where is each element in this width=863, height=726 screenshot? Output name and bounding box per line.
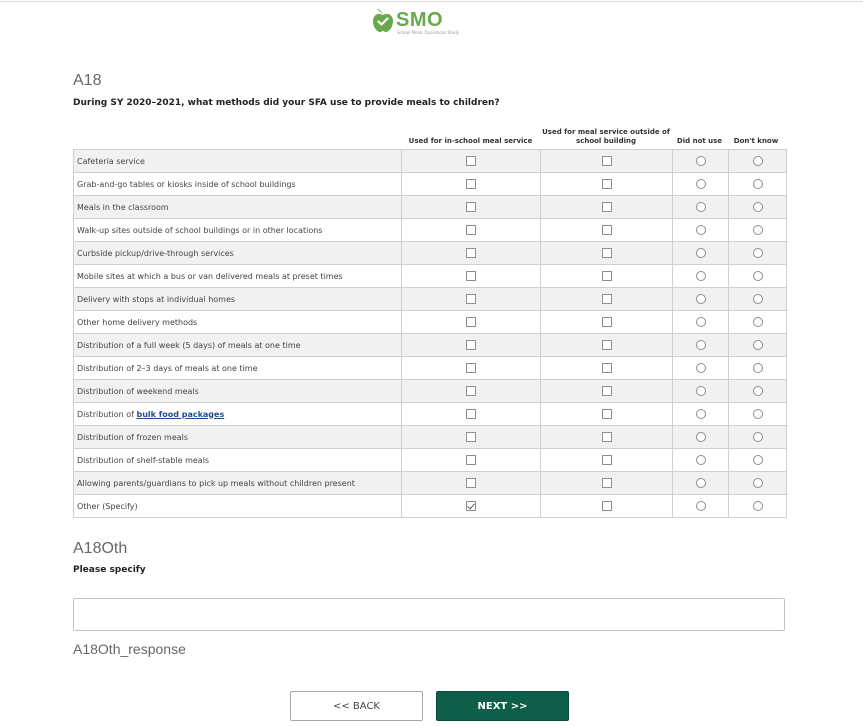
did-not-use-radio-cell: [673, 449, 729, 472]
table-row: [74, 288, 787, 311]
outside-checkbox-cell: [541, 288, 673, 311]
in-school-checkbox-cell: [402, 403, 541, 426]
outside-checkbox[interactable]: [602, 156, 612, 166]
in-school-checkbox-cell: [402, 311, 541, 334]
did-not-use-radio[interactable]: [696, 271, 706, 281]
dont-know-radio-cell: [729, 173, 787, 196]
in-school-checkbox-cell: [402, 173, 541, 196]
top-divider: [0, 1, 863, 2]
apple-icon: [372, 8, 394, 34]
specify-response-label: A18Oth_response: [73, 641, 186, 657]
table-row: [74, 265, 787, 288]
table-row: [74, 150, 787, 173]
outside-checkbox-cell: [541, 219, 673, 242]
did-not-use-radio[interactable]: [696, 156, 706, 166]
dont-know-radio-cell: [729, 403, 787, 426]
table-row: [74, 196, 787, 219]
outside-checkbox-cell: [541, 173, 673, 196]
in-school-checkbox[interactable]: [466, 340, 476, 350]
did-not-use-radio[interactable]: [696, 317, 706, 327]
table-row: [74, 403, 787, 426]
did-not-use-radio-cell: [673, 357, 729, 380]
table-row: [74, 495, 787, 518]
dont-know-radio[interactable]: [753, 271, 763, 281]
in-school-checkbox[interactable]: [466, 501, 476, 511]
in-school-checkbox-cell: [402, 288, 541, 311]
methods-grid: [73, 149, 787, 518]
did-not-use-radio[interactable]: [696, 363, 706, 373]
in-school-checkbox[interactable]: [466, 156, 476, 166]
dont-know-radio[interactable]: [753, 248, 763, 258]
did-not-use-radio-cell: [673, 380, 729, 403]
row-label: Delivery with stops at individual homes: [74, 288, 402, 311]
outside-checkbox-cell: [541, 357, 673, 380]
table-row: [74, 472, 787, 495]
did-not-use-radio-cell: [673, 288, 729, 311]
dont-know-radio-cell: [729, 357, 787, 380]
in-school-checkbox[interactable]: [466, 386, 476, 396]
outside-checkbox[interactable]: [602, 317, 612, 327]
in-school-checkbox[interactable]: [466, 478, 476, 488]
specify-question-text: Please specify: [73, 565, 146, 575]
dont-know-radio-cell: [729, 495, 787, 518]
outside-checkbox-cell: [541, 380, 673, 403]
row-label: [74, 403, 402, 426]
did-not-use-radio-cell: [673, 219, 729, 242]
in-school-checkbox[interactable]: [466, 271, 476, 281]
in-school-checkbox-cell: [402, 334, 541, 357]
in-school-checkbox[interactable]: [466, 317, 476, 327]
dont-know-radio[interactable]: [753, 179, 763, 189]
in-school-checkbox[interactable]: [466, 455, 476, 465]
in-school-checkbox[interactable]: [466, 225, 476, 235]
row-label: Mobile sites at which a bus or van delivered meals at preset times: [74, 265, 402, 288]
smo-logo: [372, 8, 472, 38]
outside-checkbox-cell: [541, 265, 673, 288]
table-row: [74, 449, 787, 472]
question-id: A18: [73, 72, 102, 89]
outside-checkbox[interactable]: [602, 409, 612, 419]
row-label: Distribution of a full week (5 days) of meals at one time: [74, 334, 402, 357]
logo-text: SMO: [396, 9, 444, 31]
table-row: [74, 334, 787, 357]
outside-checkbox[interactable]: [602, 202, 612, 212]
outside-checkbox[interactable]: [602, 225, 612, 235]
in-school-checkbox[interactable]: [466, 432, 476, 442]
dont-know-radio[interactable]: [753, 501, 763, 511]
question-text: During SY 2020–2021, what methods did your SFA use to provide meals to children?: [73, 98, 500, 108]
back-button[interactable]: << BACK: [290, 691, 423, 721]
did-not-use-radio[interactable]: [696, 386, 706, 396]
row-label: Allowing parents/guardians to pick up meals without children present: [74, 472, 402, 495]
did-not-use-radio[interactable]: [696, 248, 706, 258]
outside-checkbox[interactable]: [602, 386, 612, 396]
outside-checkbox-cell: [541, 403, 673, 426]
row-label: Other (Specify): [74, 495, 402, 518]
did-not-use-radio[interactable]: [696, 340, 706, 350]
in-school-checkbox-cell: [402, 196, 541, 219]
column-header-in-school: Used for in-school meal service: [408, 137, 533, 145]
column-header-dont-know: Don't know: [733, 137, 779, 145]
did-not-use-radio-cell: [673, 265, 729, 288]
dont-know-radio-cell: [729, 150, 787, 173]
outside-checkbox[interactable]: [602, 179, 612, 189]
did-not-use-radio-cell: [673, 196, 729, 219]
table-row: [74, 380, 787, 403]
dont-know-radio[interactable]: [753, 455, 763, 465]
glossary-link[interactable]: bulk food packages: [136, 409, 225, 419]
outside-checkbox[interactable]: [602, 340, 612, 350]
column-header-did-not-use: Did not use: [676, 137, 723, 145]
logo-subtitle: School Meals Operations Study: [397, 30, 460, 35]
dont-know-radio[interactable]: [753, 363, 763, 373]
table-row: [74, 311, 787, 334]
did-not-use-radio[interactable]: [696, 501, 706, 511]
dont-know-radio-cell: [729, 449, 787, 472]
dont-know-radio[interactable]: [753, 432, 763, 442]
dont-know-radio-cell: [729, 196, 787, 219]
in-school-checkbox[interactable]: [466, 409, 476, 419]
outside-checkbox[interactable]: [602, 271, 612, 281]
outside-checkbox-cell: [541, 334, 673, 357]
in-school-checkbox-cell: [402, 219, 541, 242]
outside-checkbox[interactable]: [602, 478, 612, 488]
dont-know-radio[interactable]: [753, 202, 763, 212]
dont-know-radio[interactable]: [753, 317, 763, 327]
in-school-checkbox-cell: [402, 426, 541, 449]
dont-know-radio-cell: [729, 242, 787, 265]
specify-input[interactable]: [73, 598, 785, 631]
dont-know-radio[interactable]: [753, 225, 763, 235]
in-school-checkbox[interactable]: [466, 248, 476, 258]
outside-checkbox-cell: [541, 472, 673, 495]
row-label: Grab-and-go tables or kiosks inside of school buildings: [74, 173, 402, 196]
did-not-use-radio[interactable]: [696, 225, 706, 235]
in-school-checkbox-cell: [402, 495, 541, 518]
dont-know-radio-cell: [729, 426, 787, 449]
outside-checkbox-cell: [541, 150, 673, 173]
outside-checkbox[interactable]: [602, 363, 612, 373]
did-not-use-radio-cell: [673, 426, 729, 449]
did-not-use-radio-cell: [673, 334, 729, 357]
dont-know-radio[interactable]: [753, 340, 763, 350]
outside-checkbox[interactable]: [602, 248, 612, 258]
did-not-use-radio-cell: [673, 150, 729, 173]
table-row: [74, 426, 787, 449]
dont-know-radio[interactable]: [753, 409, 763, 419]
row-label: Distribution of weekend meals: [74, 380, 402, 403]
outside-checkbox[interactable]: [602, 455, 612, 465]
dont-know-radio[interactable]: [753, 386, 763, 396]
table-row: [74, 242, 787, 265]
dont-know-radio[interactable]: [753, 156, 763, 166]
did-not-use-radio-cell: [673, 311, 729, 334]
dont-know-radio-cell: [729, 472, 787, 495]
table-row: [74, 219, 787, 242]
in-school-checkbox-cell: [402, 265, 541, 288]
dont-know-radio-cell: [729, 288, 787, 311]
outside-checkbox-cell: [541, 242, 673, 265]
dont-know-radio-cell: [729, 380, 787, 403]
dont-know-radio-cell: [729, 311, 787, 334]
did-not-use-radio-cell: [673, 403, 729, 426]
row-label: Other home delivery methods: [74, 311, 402, 334]
dont-know-radio-cell: [729, 334, 787, 357]
row-label: Cafeteria service: [74, 150, 402, 173]
column-header-outside: Used for meal service outside of school building: [542, 128, 670, 145]
in-school-checkbox-cell: [402, 357, 541, 380]
outside-checkbox[interactable]: [602, 432, 612, 442]
row-label: Distribution of 2–3 days of meals at one time: [74, 357, 402, 380]
did-not-use-radio-cell: [673, 173, 729, 196]
row-label: Distribution of shelf-stable meals: [74, 449, 402, 472]
row-label: Meals in the classroom: [74, 196, 402, 219]
did-not-use-radio-cell: [673, 242, 729, 265]
next-button[interactable]: NEXT >>: [436, 691, 569, 721]
dont-know-radio[interactable]: [753, 294, 763, 304]
did-not-use-radio[interactable]: [696, 478, 706, 488]
outside-checkbox-cell: [541, 196, 673, 219]
table-row: [74, 357, 787, 380]
row-label: Distribution of frozen meals: [74, 426, 402, 449]
dont-know-radio-cell: [729, 219, 787, 242]
in-school-checkbox-cell: [402, 449, 541, 472]
in-school-checkbox[interactable]: [466, 363, 476, 373]
dont-know-radio[interactable]: [753, 478, 763, 488]
did-not-use-radio[interactable]: [696, 432, 706, 442]
outside-checkbox-cell: [541, 426, 673, 449]
row-label-text: Distribution of: [77, 409, 137, 419]
did-not-use-radio[interactable]: [696, 179, 706, 189]
table-row: [74, 173, 787, 196]
did-not-use-radio-cell: [673, 472, 729, 495]
outside-checkbox[interactable]: [602, 501, 612, 511]
row-label: Curbside pickup/drive-through services: [74, 242, 402, 265]
in-school-checkbox-cell: [402, 380, 541, 403]
in-school-checkbox-cell: [402, 150, 541, 173]
did-not-use-radio[interactable]: [696, 409, 706, 419]
did-not-use-radio[interactable]: [696, 294, 706, 304]
row-label: Walk-up sites outside of school buildings or in other locations: [74, 219, 402, 242]
outside-checkbox-cell: [541, 311, 673, 334]
in-school-checkbox-cell: [402, 472, 541, 495]
outside-checkbox[interactable]: [602, 294, 612, 304]
outside-checkbox-cell: [541, 495, 673, 518]
outside-checkbox-cell: [541, 449, 673, 472]
did-not-use-radio[interactable]: [696, 455, 706, 465]
in-school-checkbox[interactable]: [466, 179, 476, 189]
in-school-checkbox[interactable]: [466, 202, 476, 212]
did-not-use-radio-cell: [673, 495, 729, 518]
dont-know-radio-cell: [729, 265, 787, 288]
in-school-checkbox-cell: [402, 242, 541, 265]
did-not-use-radio[interactable]: [696, 202, 706, 212]
specify-question-id: A18Oth: [73, 540, 128, 557]
in-school-checkbox[interactable]: [466, 294, 476, 304]
